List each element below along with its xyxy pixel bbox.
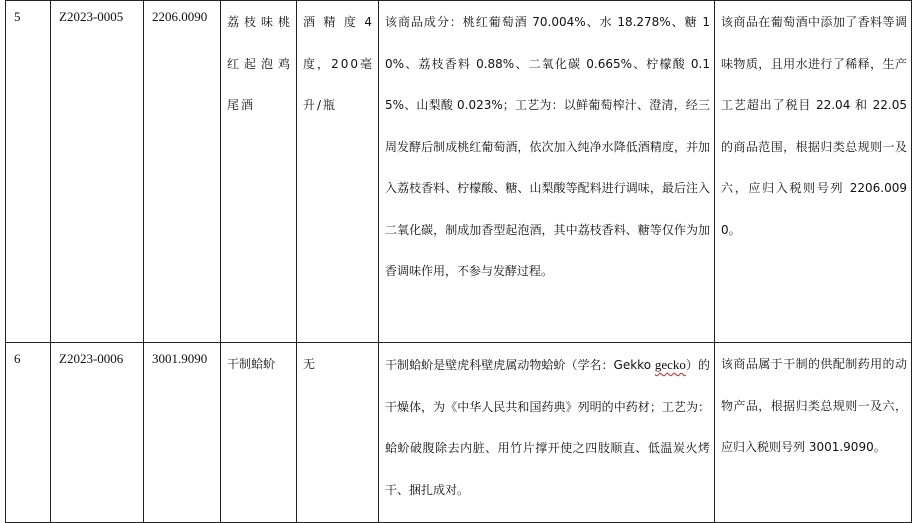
classification-reason: 该商品属于干制的供配制药用的动物产品，根据归类总规则一及六，应归入税则号列 3001.9090。 (715, 343, 912, 523)
classification-reason: 该商品在葡萄酒中添加了香料等调味物质，且用水进行了稀释，生产工艺超出了税目 22.04 和 22.05 的商品范围，根据归类总规则一及六，应归入税则号列 2206.0090。 (715, 1, 912, 343)
row-index: 5 (6, 1, 51, 343)
table-row (6, 343, 912, 523)
ruling-code: Z2023-0005 (51, 1, 144, 343)
product-name: 荔枝味桃红起泡鸡尾酒 (221, 1, 297, 343)
ruling-code: Z2023-0006 (51, 343, 144, 523)
product-spec: 酒精度4度，200毫升/瓶 (297, 1, 379, 343)
latin-name-gecko: gecko (654, 357, 686, 372)
ruling-table (5, 0, 912, 523)
row-index: 6 (6, 343, 51, 523)
product-name: 干制蛤蚧 (221, 343, 297, 523)
table-row (6, 1, 912, 343)
tariff-number: 3001.9090 (144, 343, 221, 523)
product-spec: 无 (297, 343, 379, 523)
description-text-before: 干制蛤蚧是壁虎科壁虎属动物蛤蚧（学名：Gekko (385, 358, 655, 372)
description-text-after: ）的干燥体，为《中华人民共和国药典》列明的中药材；工艺为：蛤蚧破腹除去内脏、用竹片撑开使之四肢顺直、低温炭火烤干、捆扎成对。 (385, 358, 710, 497)
tariff-number: 2206.0090 (144, 1, 221, 343)
product-description: 该商品成分：桃红葡萄酒 70.004%、水 18.278%、糖 10%、荔枝香料 0.88%、二氧化碳 0.665%、柠檬酸 0.15%、山梨酸 0.023%；工艺为：以鲜葡萄榨汁、澄清，经三周发酵后制成桃红葡萄酒，依次加入纯净水降低酒精度，并加入荔枝香料、柠檬酸、糖、山梨酸等配料进行调味，最后注入二氧化碳，制成加香型起泡酒，其中荔枝香料、糖等仅作为加香调味作用，不参与发酵过程。 (379, 1, 715, 343)
product-description (379, 343, 715, 523)
